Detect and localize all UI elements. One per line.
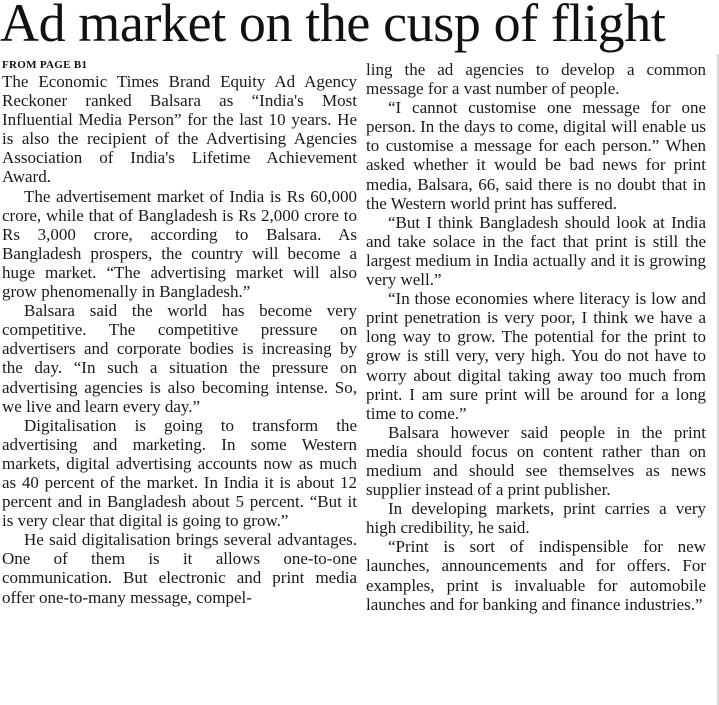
paragraph-3: Balsara said the world has become very competitive. The competitive pressure on advertisers and corporate bodies is increasing by the day. “In such a situation the pressure on advertising agencies is also becoming intense. So, we live and learn every day.” xyxy=(2,301,357,416)
paragraph-10: Balsara however said people in the print media should focus on content rather than on medium and should see themselves as news supplier instead of a print publisher. xyxy=(366,422,706,500)
paragraph-7: “I cannot customise one message for one person. In the days to come, digital will enable us to customise a message for each person.” When asked whether it would be bad news for print media, Balsara, 66, said there is no doubt that in the Western world print has suffered. xyxy=(366,98,706,213)
headline: Ad market on the cusp of flight xyxy=(0,0,666,53)
paragraph-9: “In those economies where literacy is low and print penetration is very poor, I think we have a long way to grow. The potential for the print to grow is still very, very high. You do not have to worry about digital taking away too much from print. I am sure print will be around for a long time to come.” xyxy=(366,289,706,423)
paragraph-1: The Economic Times Brand Equity Ad Agency Reckoner ranked Balsara as “India's Most Influential Media Person” for the last 10 years. He is also the recipient of the Advertising Agencies Association of India's Lifetime Achievement Award. xyxy=(2,72,357,187)
paragraph-5: He said digitalisation brings several advantages. One of them is it allows one-to-one communication. But electronic and print media offer one-to-many message, compel- xyxy=(2,530,357,607)
paragraph-12: “Print is sort of indispensible for new launches, announcements and for offers. For examples, print is invaluable for automobile launches and for banking and finance industries.” xyxy=(366,537,706,614)
article-column-left xyxy=(2,59,357,607)
paragraph-6: ling the ad agencies to develop a common message for a vast number of people. xyxy=(366,60,706,99)
paragraph-4: Digitalisation is going to transform the advertising and marketing. In some Western markets, digital advertising accounts now as much as 40 percent of the market. In India it is about 12 percent and in Bangladesh about 5 percent. “But it is very clear that digital is going to grow.” xyxy=(2,415,357,531)
continuation-kicker: FROM PAGE B1 xyxy=(2,59,88,71)
article-column-right xyxy=(366,60,706,614)
paragraph-8: “But I think Bangladesh should look at India and take solace in the fact that print is still the largest medium in India actually and it is growing very well.” xyxy=(366,212,706,290)
paragraph-11: In developing markets, print carries a very high credibility, he said. xyxy=(366,499,706,538)
paragraph-2: The advertisement market of India is Rs 60,000 crore, while that of Bangladesh is Rs 2,000 crore to Rs 3,000 crore, according to Balsara. As Bangladesh prospers, the country will become a huge market. “The advertising market will also grow phenomenally in Bangladesh.” xyxy=(2,186,357,302)
